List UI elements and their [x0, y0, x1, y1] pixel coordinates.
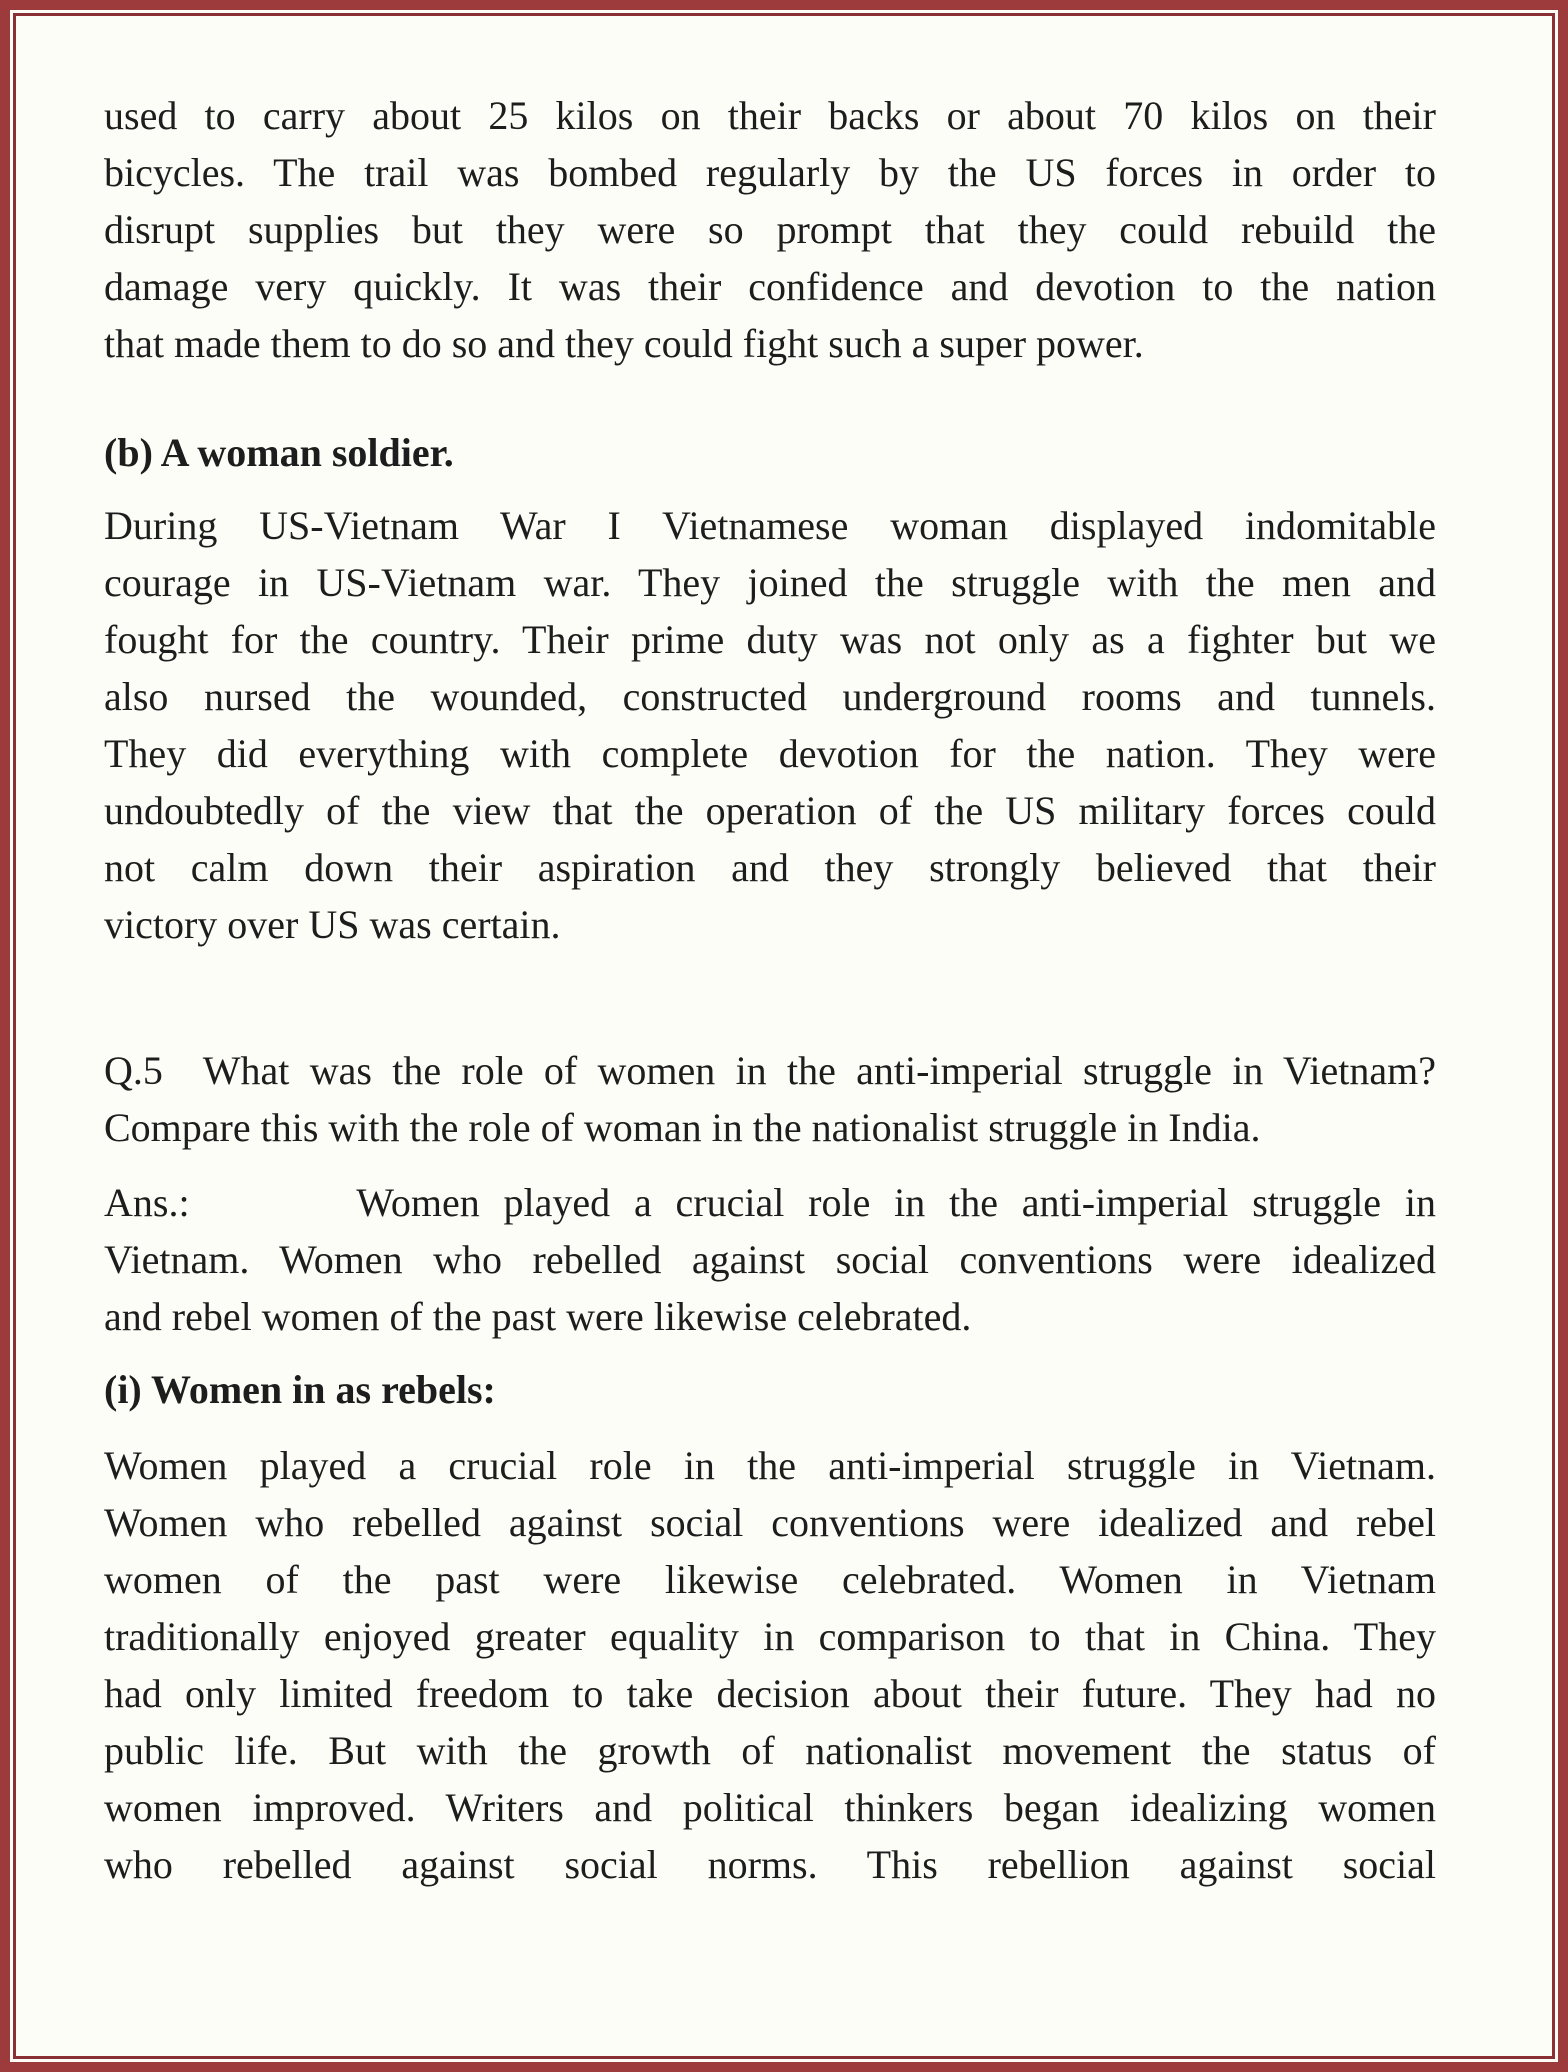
heading-women-as-rebels: (i) Women in as rebels: [104, 1367, 496, 1412]
text-line: that made them to do so and they could fight such a super power. [104, 321, 1144, 366]
text-line: They did everything with complete devotion for the nation. They were [104, 731, 1436, 776]
answer-q5 [104, 1174, 1436, 1345]
text-line: fought for the country. Their prime duty was not only as a fighter but we [104, 617, 1436, 662]
text-line: victory over US was certain. [104, 902, 561, 947]
text-line: During US-Vietnam War I Vietnamese woman displayed indomitable [104, 503, 1436, 548]
text-line: Vietnam. Women who rebelled against social conventions were idealized [104, 1237, 1436, 1282]
text-line: undoubtedly of the view that the operation of the US military forces could [104, 788, 1436, 833]
text-line: damage very quickly. It was their confidence and devotion to the nation [104, 264, 1436, 309]
text-line: also nursed the wounded, constructed underground rooms and tunnels. [104, 674, 1436, 719]
text-line: who rebelled against social norms. This rebellion against social [104, 1842, 1436, 1887]
text-line: women improved. Writers and political thinkers began idealizing women [104, 1785, 1436, 1830]
page-content [104, 0, 1436, 1893]
paragraph-women-as-rebels [104, 1437, 1436, 1893]
question-q5 [104, 1042, 1436, 1156]
text-line: traditionally enjoyed greater equality in comparison to that in China. They [104, 1614, 1436, 1659]
text-line: Q.5 What was the role of women in the anti-imperial struggle in Vietnam? [104, 1048, 1436, 1093]
text-line: Women who rebelled against social conventions were idealized and rebel [104, 1500, 1436, 1545]
text-line: Ans.: Women played a crucial role in the anti-imperial struggle in [104, 1180, 1436, 1225]
text-line: courage in US-Vietnam war. They joined the struggle with the men and [104, 560, 1436, 605]
text-line: and rebel women of the past were likewise celebrated. [104, 1294, 972, 1339]
text-line: public life. But with the growth of nationalist movement the status of [104, 1728, 1436, 1773]
text-line: disrupt supplies but they were so prompt that they could rebuild the [104, 207, 1436, 252]
paragraph-woman-soldier [104, 497, 1436, 953]
heading-woman-soldier: (b) A woman soldier. [104, 430, 454, 475]
text-line: Compare this with the role of woman in the nationalist struggle in India. [104, 1105, 1261, 1150]
paragraph-trail-supplies [104, 87, 1436, 372]
text-line: Women played a crucial role in the anti-imperial struggle in Vietnam. [104, 1443, 1436, 1488]
text-line: women of the past were likewise celebrated. Women in Vietnam [104, 1557, 1436, 1602]
text-line: used to carry about 25 kilos on their backs or about 70 kilos on their [104, 93, 1436, 138]
text-line: not calm down their aspiration and they strongly believed that their [104, 845, 1436, 890]
text-line: had only limited freedom to take decision about their future. They had no [104, 1671, 1436, 1716]
text-line: bicycles. The trail was bombed regularly by the US forces in order to [104, 150, 1436, 195]
